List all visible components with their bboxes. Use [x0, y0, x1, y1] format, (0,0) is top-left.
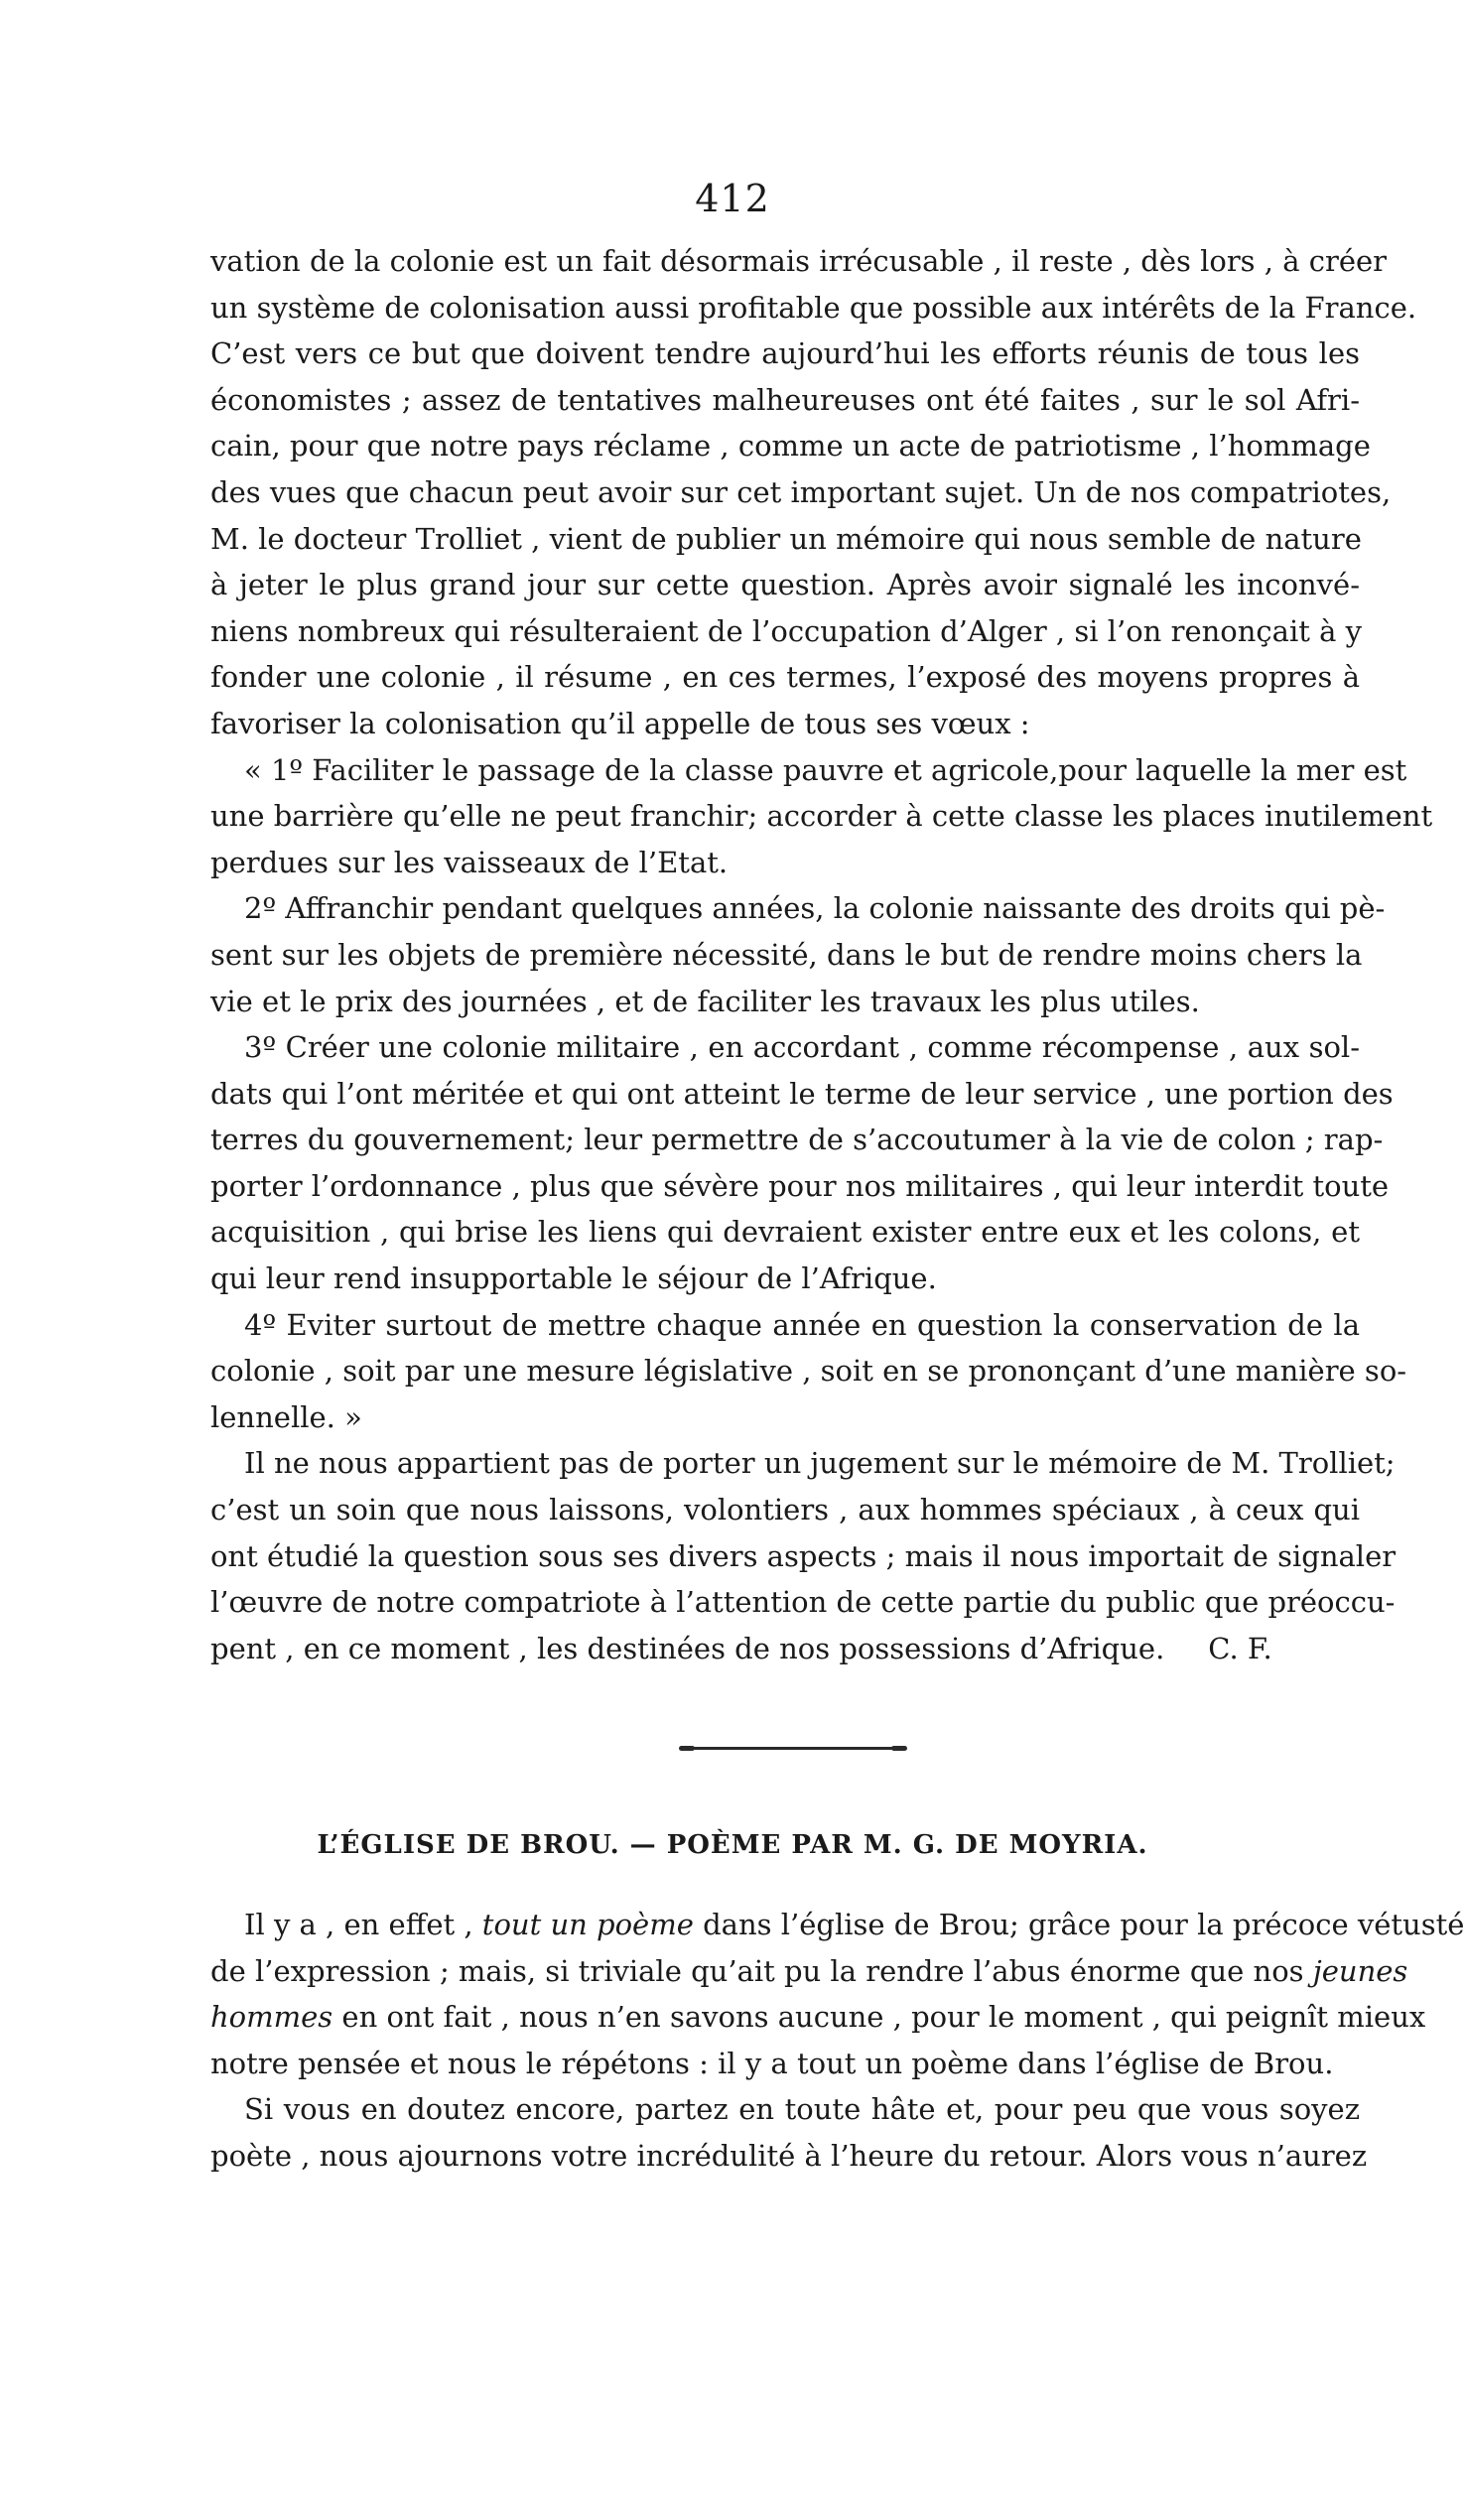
text-line: vie et le prix des journées , et de faciliter les travaux les plus utiles. — [210, 984, 1200, 1018]
page-number: 412 — [695, 177, 770, 220]
author-signature: C. F. — [1208, 1631, 1272, 1665]
text-line: 2º Affranchir pendant quelques années, la colonie naissante des droits qui pè- — [244, 891, 1386, 926]
text-line: acquisition , qui brise les liens qui devraient exister entre eux et les colons, et — [210, 1215, 1360, 1250]
italic-fragment: tout un poème — [481, 1908, 694, 1941]
text-line: terres du gouvernement; leur permettre de s’accoutumer à la vie de colon ; rap- — [210, 1123, 1384, 1157]
text-line: 4º Eviter surtout de mettre chaque année en question la conservation de la — [244, 1307, 1360, 1342]
text-line: une barrière qu’elle ne peut franchir; accorder à cette classe les places inutilement — [210, 799, 1433, 834]
italic-fragment: jeunes — [1312, 1953, 1408, 1988]
italic-fragment: hommes — [210, 2000, 333, 2035]
text-line: perdues sur les vaisseaux de l’Etat. — [210, 845, 729, 879]
text-line: à jeter le plus grand jour sur cette question. Après avoir signalé les inconvé- — [210, 568, 1360, 602]
text-line: poète , nous ajournons votre incrédulité à l’heure du retour. Alors vous n’aurez — [210, 2138, 1368, 2173]
section-heading: L’ÉGLISE DE BROU. — POÈME PAR M. G. DE MOYRIA. — [317, 1830, 1148, 1860]
review-paragraph-2 — [210, 2086, 1368, 2179]
quote-item-3 — [210, 1024, 1394, 1302]
text-line: Il ne nous appartient pas de porter un jugement sur le mémoire de M. Trolliet; — [244, 1446, 1396, 1481]
text-line: ont étudié la question sous ses divers aspects ; mais il nous importait de signaler — [210, 1538, 1397, 1573]
quote-item-2 — [210, 885, 1386, 1024]
text-line: fonder une colonie , il résume , en ces termes, l’exposé des moyens propres à — [210, 660, 1360, 695]
review-paragraph-1 — [210, 1902, 1465, 2086]
text-fragment: dans l’église de Brou; grâce pour la précoce vétusté — [703, 1908, 1465, 1941]
text-line — [210, 1902, 1465, 1948]
text-line: l’œuvre de notre compatriote à l’attention de cette partie du public que préoccu- — [210, 1585, 1396, 1620]
text-line: porter l’ordonnance , plus que sévère pour nos militaires , qui leur interdit toute — [210, 1168, 1390, 1203]
text-line: Si vous en doutez encore, partez en toute hâte et, pour peu que vous soyez — [244, 2092, 1360, 2127]
text-fragment: de l’expression ; mais, si triviale qu’ait pu la rendre l’abus énorme que nos — [210, 1953, 1304, 1988]
text-line: niens nombreux qui résulteraient de l’occupation d’Alger , si l’on renonçait à y — [210, 613, 1362, 648]
text-line: C’est vers ce but que doivent tendre aujourd’hui les efforts réunis de tous les — [210, 336, 1360, 371]
text-line: favoriser la colonisation qu’il appelle de tous ses vœux : — [210, 706, 1030, 740]
text-line — [210, 1626, 1360, 1672]
text-line: sent sur les objets de première nécessité, dans le but de rendre moins chers la — [210, 937, 1363, 972]
text-line: lennelle. » — [210, 1399, 362, 1434]
intro-paragraph — [210, 238, 1417, 747]
text-line: économistes ; assez de tentatives malheureuses ont été faites , sur le sol Afri- — [210, 382, 1360, 417]
quote-item-4 — [210, 1302, 1407, 1441]
section-divider — [683, 1747, 903, 1750]
text-line: vation de la colonie est un fait désormais irrécusable , il reste , dès lors , à créer — [210, 244, 1388, 278]
text-line: « 1º Faciliter le passage de la classe pauvre et agricole,pour laquelle la mer est — [244, 752, 1407, 787]
text-line: notre pensée et nous le répétons : il y a tout un poème dans l’église de Brou. — [210, 2046, 1334, 2080]
text-line: un système de colonisation aussi profitable que possible aux intérêts de la France. — [210, 290, 1417, 325]
closing-paragraph — [210, 1440, 1397, 1671]
text-fragment: Il y a , en effet , — [244, 1908, 473, 1941]
quote-item-1 — [210, 747, 1433, 886]
poem-review-column — [210, 1902, 1465, 2180]
text-line: des vues que chacun peut avoir sur cet important sujet. Un de nos compatriotes, — [210, 474, 1392, 509]
text-line: colonie , soit par une mesure législative , soit en se prononçant d’une manière so- — [210, 1354, 1407, 1389]
text-line — [210, 1948, 1408, 1995]
text-line — [210, 1994, 1426, 2041]
text-line: cain, pour que notre pays réclame , comme un acte de patriotisme , l’hommage — [210, 429, 1371, 464]
text-line: dats qui l’ont méritée et qui ont atteint le terme de leur service , une portion des — [210, 1076, 1394, 1111]
text-line: c’est un soin que nous laissons, volontiers , aux hommes spéciaux , à ceux qui — [210, 1493, 1360, 1527]
text-line: qui leur rend insupportable le séjour de l’Afrique. — [210, 1261, 937, 1296]
article-column — [210, 238, 1433, 1671]
text-line-content: pent , en ce moment , les destinées de nos possessions d’Afrique. — [210, 1631, 1165, 1665]
text-line: 3º Créer une colonie militaire , en accordant , comme récompense , aux sol- — [244, 1030, 1360, 1065]
text-fragment: en ont fait , nous n’en savons aucune , pour le moment , qui peignît mieux — [341, 2000, 1426, 2035]
text-line: M. le docteur Trolliet , vient de publier un mémoire qui nous semble de nature — [210, 521, 1362, 556]
